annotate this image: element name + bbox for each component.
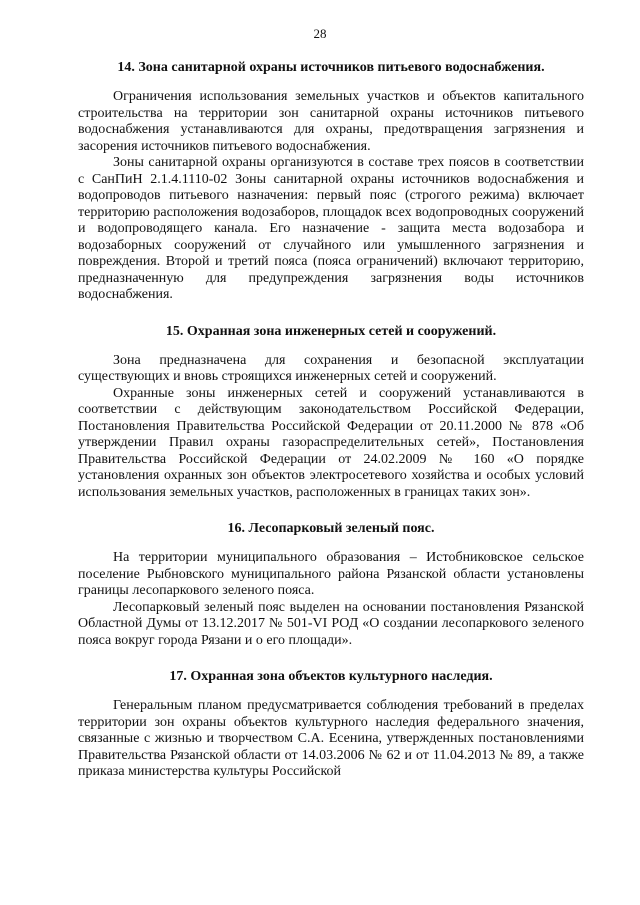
section-17 [78, 669, 584, 781]
section-16 [78, 521, 584, 649]
document-body [78, 60, 584, 781]
paragraph: Генеральным планом предусматривается соблюдения требований в пределах территории зон охраны объектов культурного наследия федерального значения, связанные с жизнью и творчеством С.А. Есенина, утвержденных постановлениями Правительства Рязанской области от 14.03.2006 № 62 и от 11.04.2013 № 89, а также приказа министерства культуры Российской [78, 698, 584, 779]
paragraph: Зоны санитарной охраны организуются в составе трех поясов в соответствии с СанПиН 2.1.4.1110-02 Зоны санитарной охраны источников водоснабжения и водопроводов питьевого назначения: первый пояс (строгого режима) включает территорию расположения водозаборов, площадок всех водопроводных сооружений и водопроводящего канала. Его назначение - защита места водозабора и водозаборных сооружений от случайного или умышленного загрязнения и повреждения. Второй и третий пояса (пояса ограничений) включают территорию, предназначенную для предупреждения загрязнения воды источников водоснабжения. [78, 155, 584, 302]
section-heading: 16. Лесопарковый зеленый пояс. [227, 521, 435, 536]
section-heading: 15. Охранная зона инженерных сетей и сооружений. [165, 323, 497, 339]
section-14 [78, 60, 584, 304]
page-number: 28 [313, 26, 327, 41]
paragraph: Охранные зоны инженерных сетей и сооружений устанавливаются в соответствии с действующим законодательством Российской Федерации, Постановления Правительства Российской Федерации от 20.11.2000 № 878 «Об утверждении Правил охраны газораспределительных сетей», Постановления Правительства Российской Федерации от 24.02.2009 № 160 «О порядке установления охранных зон объектов электросетевого хозяйства и особых условий использования земельных участков, расположенных в границах таких зон». [78, 385, 584, 500]
section-heading: 14. Зона санитарной охраны источников питьевого водоснабжения. [117, 60, 545, 75]
section-heading: 17. Охранная зона объектов культурного наследия. [169, 669, 493, 684]
paragraph: Ограничения использования земельных участков и объектов капитального строительства на территории зон санитарной охраны источников питьевого водоснабжения устанавливаются для охраны, предотвращения загрязнения и засорения источников питьевого водоснабжения. [78, 89, 584, 154]
paragraph: На территории муниципального образования – Истобниковское сельское поселение Рыбновского муниципального района Рязанской области установлены границы лесопаркового зеленого пояса. [78, 550, 584, 598]
paragraph: Зона предназначена для сохранения и безопасной эксплуатации существующих и вновь строящихся инженерных сетей и сооружений. [78, 352, 584, 384]
paragraph: Лесопарковый зеленый пояс выделен на основании постановления Рязанской Областной Думы от 13.12.2017 № 501-VI РОД «О создании лесопаркового зеленого пояса вокруг города Рязани и о его площади». [78, 599, 584, 648]
section-15 [78, 324, 584, 502]
